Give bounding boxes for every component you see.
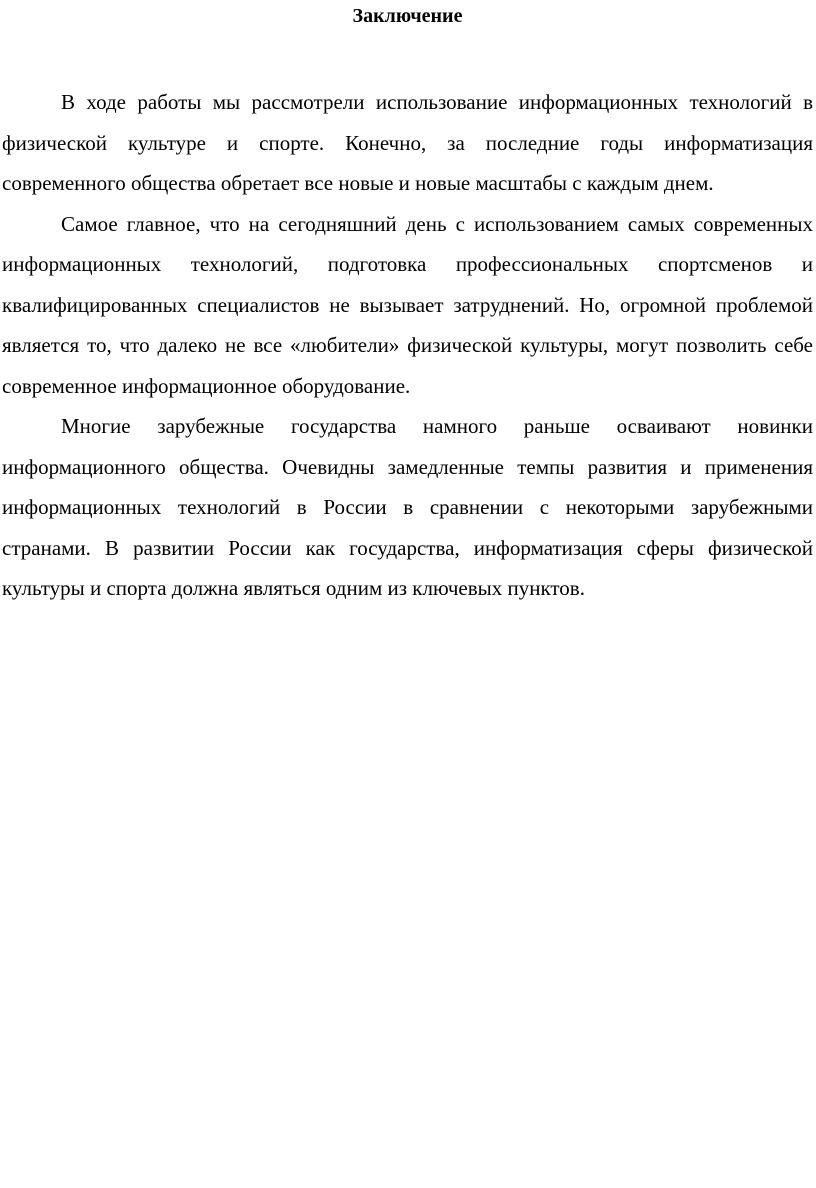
paragraph-2: Самое главное, что на сегодняшний день с использованием самых современных информационных технологий, подготовка профессиональных спортсменов и квалифицированных специалистов не вызывает затруднений. Но, огромной проблемой является то, что далеко не все «любители» физической культуры, могут позволить себе современное информационное оборудование. [2,211,813,398]
paragraph-3: Многие зарубежные государства намного раньше осваивают новинки информационного общества. Очевидны замедленные темпы развития и применения информационных технологий в России в сравнении с некоторыми зарубежными странами. В развитии России как государства, информатизация сферы физической культуры и спорта должна являться одним из ключевых пунктов. [2,414,813,600]
document-body [2,82,813,609]
paragraph-1: В ходе работы мы рассмотрели использование информационных технологий в физической культуре и спорте. Конечно, за последние годы информатизация современного общества обретает все новые и новые масштабы с каждым днем. [2,90,813,195]
page-title: Заключение [352,5,463,27]
